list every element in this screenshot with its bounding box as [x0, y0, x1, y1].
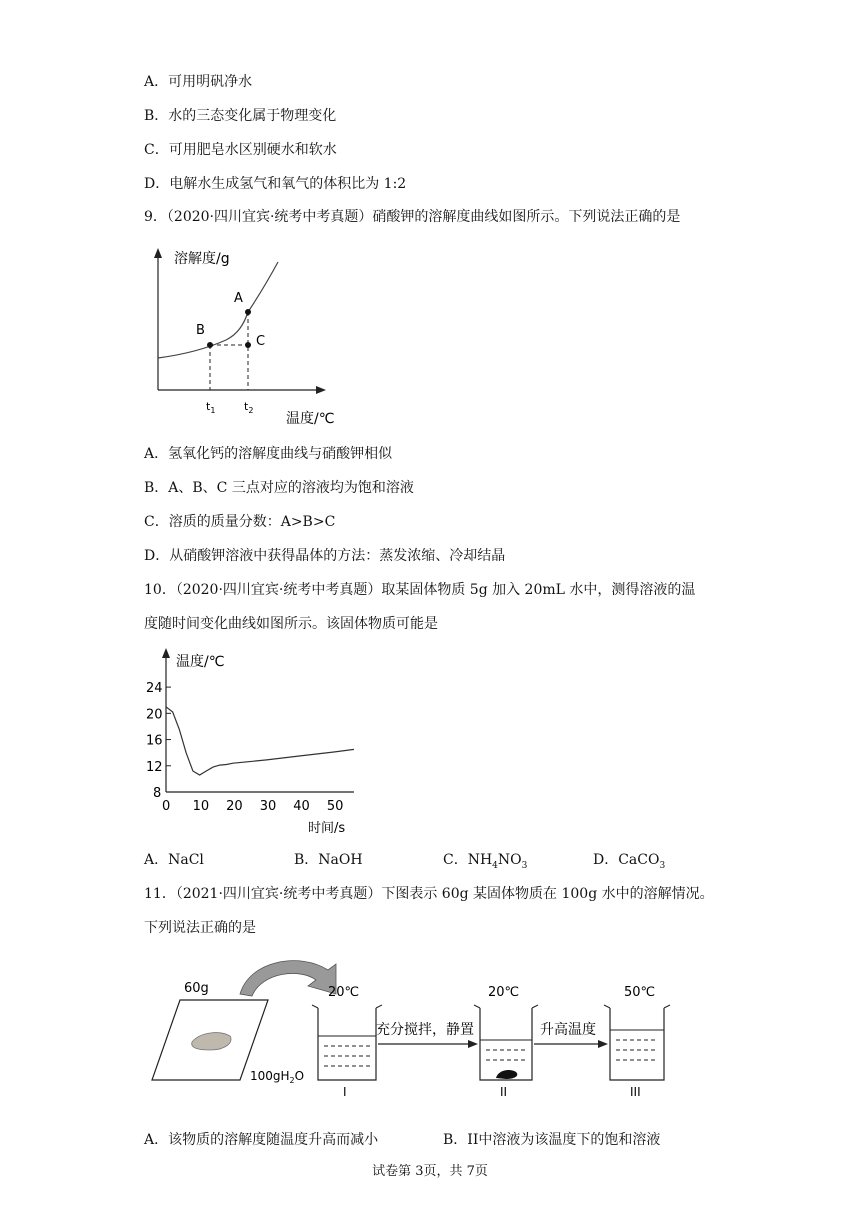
q11-water-label: $100gH_2O$ — [250, 1069, 305, 1085]
x-tick-label: 30 — [259, 799, 277, 814]
q11-option-a: A．该物质的溶解度随温度升高而减小 — [144, 1132, 379, 1148]
y-tick-label: 12 — [146, 759, 163, 775]
beaker-2-icon — [474, 1005, 538, 1080]
q11-option-b: B．II中溶液为该温度下的饱和溶液 — [443, 1132, 661, 1148]
q8-option-c: C．可用肥皂水区别硬水和软水 — [144, 142, 337, 158]
q9-ylabel: 溶解度/g — [174, 251, 230, 267]
x-tick-label: 0 — [162, 799, 171, 814]
q10-ylabel: 温度/℃ — [176, 654, 225, 670]
q11-step-2: 升高温度 — [540, 1022, 596, 1038]
q11-temp-2: 20℃ — [488, 985, 520, 1000]
q10-xlabel: 时间/s — [308, 821, 346, 836]
q10-option-a: A．NaCl — [144, 852, 204, 868]
y-tick-label: 8 — [153, 786, 162, 801]
q10-option-c: C．$NH_4NO_3$ — [443, 852, 528, 871]
q10-option-d: D．CaCO$_3$ — [593, 852, 666, 871]
q11-label-1: I — [343, 1085, 347, 1099]
q11-temp-3: 50℃ — [624, 985, 656, 1000]
q9-point-a-label: A — [234, 291, 243, 306]
q9-t2-label: $t_2$ — [244, 400, 254, 415]
q9-t1-label: $t_1$ — [206, 400, 216, 415]
beaker-3-icon — [604, 1005, 670, 1080]
q8-option-d: D．电解水生成氢气和氧气的体积比为 1:2 — [144, 176, 407, 192]
q8-option-b: B．水的三态变化属于物理变化 — [144, 108, 337, 124]
x-tick-label: 20 — [226, 799, 243, 814]
q11-label-2: II — [500, 1085, 508, 1099]
q9-option-c: C．溶质的质量分数：A>B>C — [144, 514, 336, 530]
q10-option-b: B．NaOH — [294, 852, 363, 868]
q10-temperature-series — [166, 707, 354, 775]
x-tick-label: 40 — [293, 799, 310, 814]
q11-stem-line2: 下列说法正确的是 — [144, 920, 256, 936]
q9-option-a: A．氢氧化钙的溶解度曲线与硝酸钾相似 — [144, 446, 393, 462]
q10-temperature-chart — [140, 644, 370, 844]
q11-dissolution-figure — [140, 950, 680, 1100]
q8-option-a: A．可用明矾净水 — [144, 74, 253, 90]
q9-option-b: B．A、B、C 三点对应的溶液均为饱和溶液 — [144, 480, 414, 496]
x-tick-label: 50 — [326, 799, 344, 814]
y-tick-label: 20 — [146, 707, 163, 723]
q11-step-1: 充分搅拌，静置 — [376, 1022, 474, 1038]
y-tick-label: 16 — [146, 733, 163, 749]
beaker-1-icon — [312, 1005, 382, 1080]
q9-point-c-label: C — [256, 334, 266, 349]
q11-label-3: III — [630, 1085, 641, 1099]
q11-temp-1: 20℃ — [328, 985, 360, 1000]
page-footer: 试卷第 3页，共 7页 — [372, 1164, 488, 1179]
x-tick-label: 10 — [192, 799, 210, 814]
q10-stem-line1: 10．（2020·四川宜宾·统考中考真题）取某固体物质 5g 加入 20mL 水中，测得溶液的温 — [144, 582, 696, 598]
q11-stem-line1: 11．（2021·四川宜宾·统考中考真题）下图表示 60g 某固体物质在 100g 水中的溶解情况。 — [144, 886, 714, 902]
q9-xlabel: 温度/℃ — [286, 411, 335, 427]
q9-solubility-figure — [148, 244, 348, 434]
q9-point-b-label: B — [196, 323, 205, 338]
q11-mass-label: 60g — [184, 981, 209, 996]
q9-option-d: D．从硝酸钾溶液中获得晶体的方法：蒸发浓缩、冷却结晶 — [144, 548, 506, 564]
q10-stem-line2: 度随时间变化曲线如图所示。该固体物质可能是 — [144, 616, 438, 632]
y-tick-label: 24 — [146, 681, 163, 697]
q9-stem: 9．（2020·四川宜宾·统考中考真题）硝酸钾的溶解度曲线如图所示。下列说法正确的是 — [144, 209, 681, 225]
